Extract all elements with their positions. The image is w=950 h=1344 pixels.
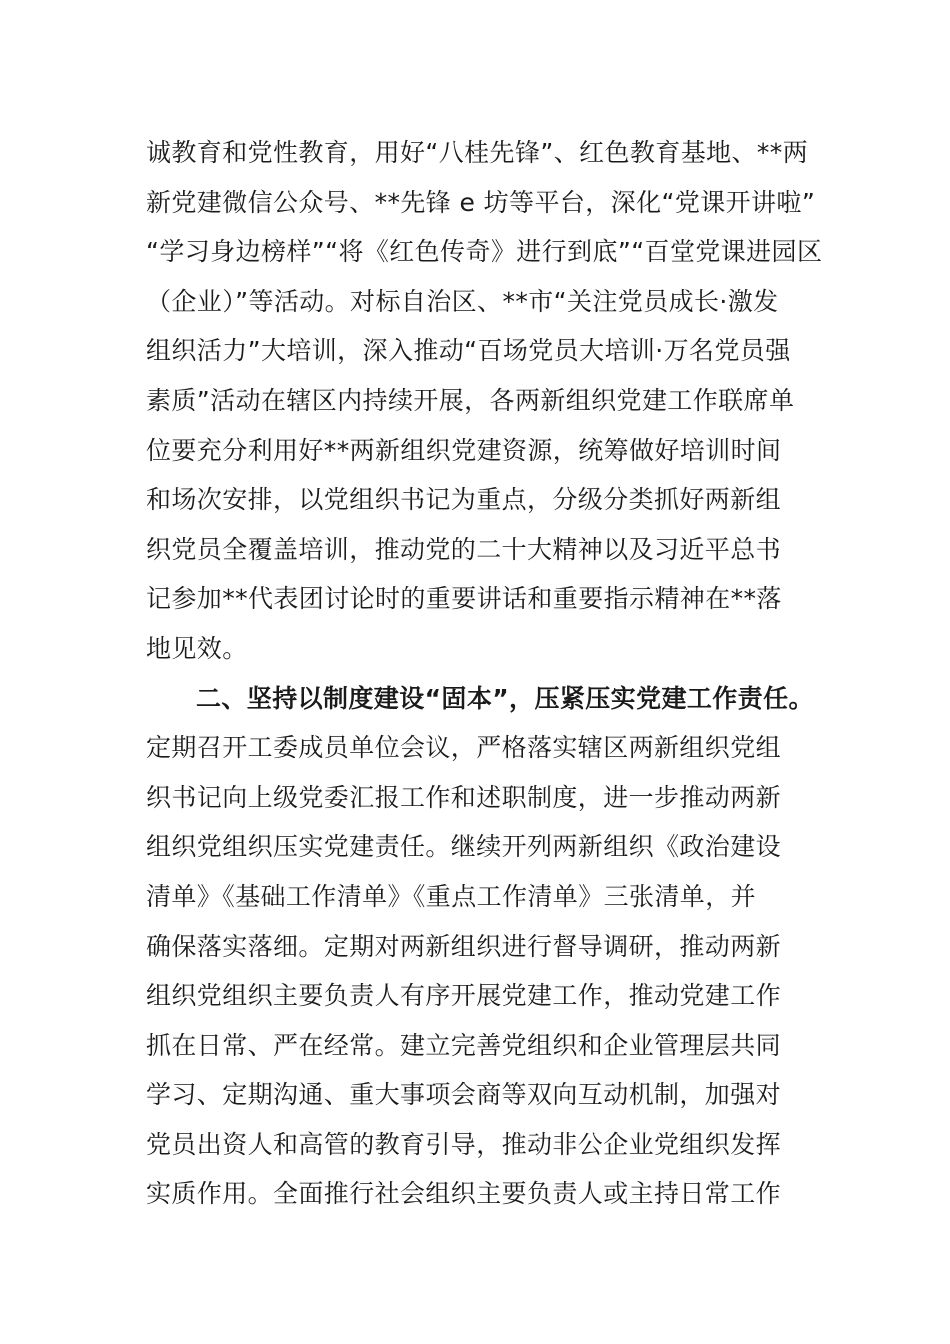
text-line: 确保落实落细。定期对两新组织进行督导调研，推动两新	[146, 931, 782, 961]
text-line: 新党建微信公众号、**先锋 e 坊等平台，深化“党课开讲啦”	[146, 187, 816, 217]
document-body	[146, 128, 823, 1219]
text-line: 织党员全覆盖培训，推动党的二十大精神以及习近平总书	[146, 534, 782, 564]
text-line: 组织活力”大培训，深入推动“百场党员大培训·万名党员强	[146, 336, 791, 366]
text-line: 定期召开工委成员单位会议，严格落实辖区两新组织党组	[146, 733, 782, 763]
text-line: 和场次安排，以党组织书记为重点，分级分类抓好两新组	[146, 485, 782, 515]
text-line: 素质”活动在辖区内持续开展，各两新组织党建工作联席单	[146, 385, 795, 415]
section-heading: 二、坚持以制度建设“固本”，压紧压实党建工作责任。	[196, 683, 814, 713]
text-line: （企业）”等活动。对标自治区、**市“关注党员成长·激发	[146, 286, 779, 316]
text-line: 织书记向上级党委汇报工作和述职制度，进一步推动两新	[146, 782, 782, 812]
text-line: 组织党组织主要负责人有序开展党建工作，推动党建工作	[146, 981, 782, 1011]
text-line: 学习、定期沟通、重大事项会商等双向互动机制，加强对	[146, 1080, 782, 1110]
text-line: 位要充分利用好**两新组织党建资源，统筹做好培训时间	[146, 435, 782, 465]
text-line: 记参加**代表团讨论时的重要讲话和重要指示精神在**落	[146, 584, 782, 614]
text-line: 党员出资人和高管的教育引导，推动非公企业党组织发挥	[146, 1129, 782, 1159]
text-line: 清单》《基础工作清单》《重点工作清单》三张清单，并	[146, 881, 757, 911]
text-line: “学习身边榜样”“将《红色传奇》进行到底”“百堂党课进园区	[146, 237, 823, 267]
text-line: 实质作用。全面推行社会组织主要负责人或主持日常工作	[146, 1179, 782, 1209]
text-line: 地见效。	[146, 633, 248, 663]
text-line: 诚教育和党性教育，用好“八桂先锋”、红色教育基地、**两	[146, 138, 809, 167]
text-line: 组织党组织压实党建责任。继续开列两新组织《政治建设	[146, 832, 782, 862]
text-line: 抓在日常、严在经常。建立完善党组织和企业管理层共同	[146, 1030, 782, 1060]
